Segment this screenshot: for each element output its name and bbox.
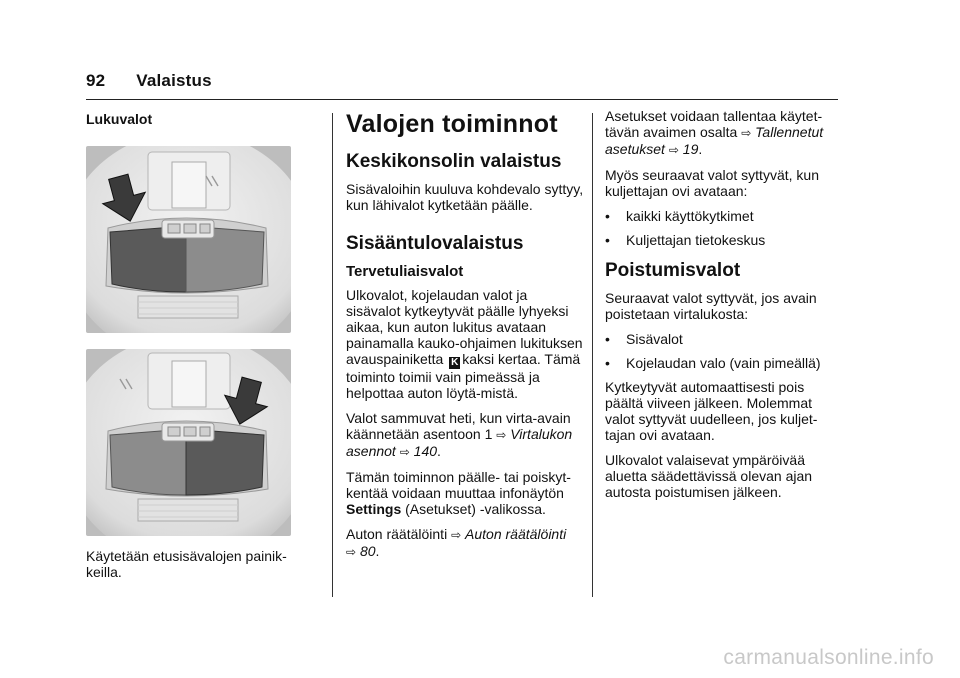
- exterior-lights-paragraph: Ulkovalot valaisevat ympäröivää aluetta säädettävissä olevan ajan autosta poistumisen jälkeen.: [605, 452, 813, 500]
- settings-text-a: Tämän toiminnon päälle- tai poiskyt-kentää voidaan muuttaa infonäytön: [346, 469, 571, 501]
- list-item: [605, 208, 845, 224]
- unlock-key-icon: K: [451, 357, 459, 368]
- list-item-text: Sisävalot: [626, 331, 683, 347]
- ignition-paragraph: Valot sammuvat heti, kun virta-avain käännetään asentoon 1 ⇨ Virtalukon asennot ⇨ 140.: [346, 410, 573, 459]
- welcome-text-b: kaksi kertaa. Tämä toiminto toimii vain pimeässä ja helpottaa auton löytä-mistä.: [346, 351, 581, 401]
- center-console-heading: Keskikonsolin valaistus: [346, 151, 562, 172]
- bullet-icon: •: [605, 331, 610, 347]
- page-reference-icon: ⇨: [668, 143, 679, 157]
- watermark-text: carmanualsonline.info: [723, 646, 934, 669]
- figure-caption: Käytetään etusisävalojen painik-keilla.: [86, 548, 287, 580]
- column-middle: [346, 108, 584, 569]
- welcome-text-a: Ulkovalot, kojelaudan valot ja sisävalot kytkeytyvät päälle lyhyeksi aikaa, kun auton lukitus avataan painamalla kauko-ohjaimen lukituksen avauspainiketta: [346, 287, 583, 367]
- column-divider-left: [332, 113, 333, 597]
- exit-lighting-heading: Poistumisvalot: [605, 260, 741, 281]
- door-open-list: [605, 208, 845, 248]
- customisation-page-link[interactable]: 80: [359, 543, 376, 559]
- welcome-lights-paragraph: [346, 287, 584, 401]
- column-left: [86, 108, 291, 588]
- exit-lights-list: [605, 331, 845, 371]
- page-reference-icon: ⇨: [399, 445, 410, 459]
- exit-lighting-paragraph: Seuraavat valot syttyvät, jos avain poistetaan virtalukosta:: [605, 290, 817, 322]
- customisation-reference-link[interactable]: Auton räätälöinti: [465, 526, 567, 542]
- list-item-text: Kuljettajan tietokeskus: [626, 232, 766, 248]
- page-reference-icon: ⇨: [346, 545, 357, 559]
- settings-menu-name: Settings: [346, 501, 402, 517]
- customisation-paragraph: Auton räätälöinti ⇨ Auton räätälöinti ⇨ 80.: [346, 526, 567, 559]
- door-open-paragraph: Myös seuraavat valot syttyvät, kun kuljettajan ovi avataan:: [605, 167, 819, 199]
- reading-lights-heading: Lukuvalot: [86, 111, 153, 127]
- saved-settings-text: Asetukset voidaan tallentaa käytet-tävän avaimen osalta: [605, 108, 823, 140]
- ignition-text: Valot sammuvat heti, kun virta-avain käännetään asentoon 1: [346, 410, 571, 442]
- page-number: 92: [86, 71, 106, 90]
- bullet-icon: •: [605, 208, 610, 224]
- ignition-reference-link[interactable]: Virtalukon asennot: [346, 426, 573, 459]
- reference-arrow-icon: ⇨: [451, 528, 462, 542]
- page-header: [86, 71, 212, 91]
- list-item: [605, 232, 845, 248]
- reading-light-left-figure: [86, 146, 291, 333]
- saved-settings-page-link[interactable]: 19: [682, 141, 699, 157]
- entry-lighting-heading: Sisääntulovalaistus: [346, 233, 524, 254]
- reference-arrow-icon: ⇨: [496, 428, 507, 442]
- settings-text-b: (Asetukset) -valikossa.: [405, 501, 546, 517]
- column-right: [605, 108, 845, 509]
- reading-light-right-figure: [86, 349, 291, 536]
- list-item: [605, 355, 845, 371]
- header-divider: [86, 99, 838, 100]
- saved-settings-paragraph: Asetukset voidaan tallentaa käytet-tävän avaimen osalta ⇨ Tallennetut asetukset ⇨ 19.: [605, 108, 824, 157]
- center-console-text: Sisävaloihin kuuluva kohdevalo syttyy, kun lähivalot kytketään päälle.: [346, 181, 584, 213]
- bullet-icon: •: [605, 232, 610, 248]
- list-item: [605, 331, 845, 347]
- saved-settings-reference-link[interactable]: Tallennetut asetukset: [605, 124, 824, 157]
- list-item-text: kaikki käyttökytkimet: [626, 208, 754, 224]
- welcome-lights-heading: Tervetuliaisvalot: [346, 263, 464, 280]
- list-item-text: Kojelaudan valo (vain pimeällä): [626, 355, 821, 371]
- section-title: Valaistus: [136, 71, 212, 90]
- auto-off-paragraph: Kytkeytyvät automaattisesti pois päältä viiveen jälkeen. Molemmat valot syttyvät uudelleen, jos kuljet-tajan ovi avataan.: [605, 379, 818, 443]
- settings-paragraph: [346, 469, 584, 517]
- main-title: Valojen toiminnot: [346, 110, 558, 138]
- reference-arrow-icon: ⇨: [741, 126, 752, 140]
- ignition-page-link[interactable]: 140: [413, 443, 438, 459]
- bullet-icon: •: [605, 355, 610, 371]
- column-divider-right: [592, 113, 593, 597]
- customisation-text: Auton räätälöinti: [346, 526, 448, 542]
